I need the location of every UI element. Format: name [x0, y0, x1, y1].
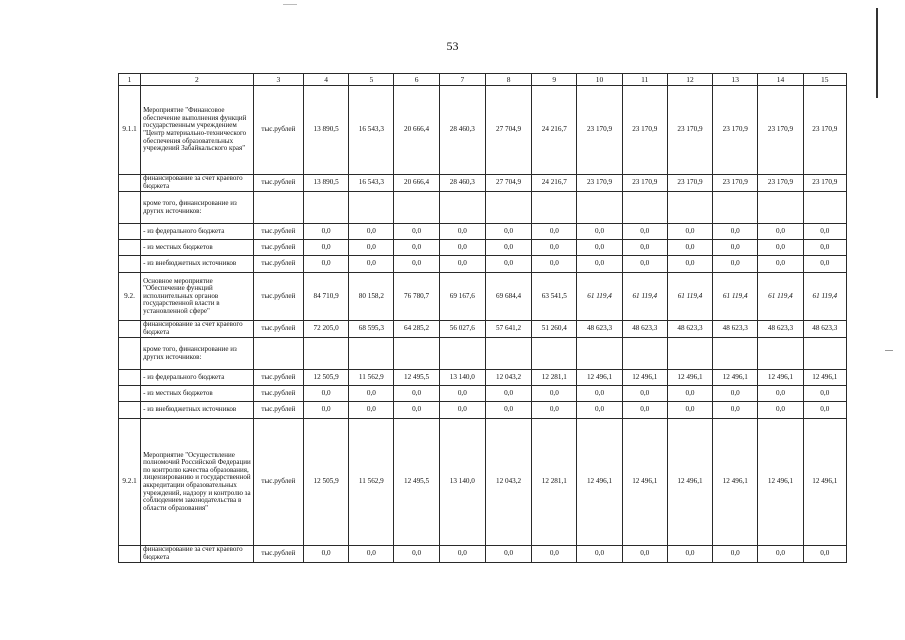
value-cell: 0,0 [532, 402, 577, 419]
value-cell: 48 623,3 [622, 321, 667, 338]
value-cell: 0,0 [667, 546, 712, 563]
table-row [119, 546, 847, 563]
value-cell: 16 543,3 [349, 86, 394, 175]
row-code: 9.1.1 [119, 86, 141, 175]
row-code [119, 192, 141, 224]
value-cell: 0,0 [532, 224, 577, 240]
value-cell [303, 192, 348, 224]
row-code [119, 338, 141, 370]
value-cell [439, 338, 485, 370]
row-description: Мероприятие "Осуществление полномочий Российской Федерации по контролю качества образования, лицензированию и государственной аккредитации образовательных учреждений, надзору и контролю за соблюдением законодательства в области образования" [141, 419, 254, 546]
value-cell: 76 780,7 [394, 273, 439, 321]
value-cell [394, 338, 439, 370]
value-cell: 0,0 [394, 256, 439, 273]
row-code [119, 546, 141, 563]
value-cell [713, 338, 758, 370]
value-cell: 23 170,9 [667, 86, 712, 175]
row-description: - из местных бюджетов [141, 240, 254, 256]
table-row [119, 386, 847, 402]
column-header: 8 [485, 74, 531, 86]
row-unit: тыс.рублей [253, 370, 303, 386]
value-cell: 0,0 [439, 546, 485, 563]
table-row [119, 240, 847, 256]
row-unit: тыс.рублей [253, 321, 303, 338]
row-unit: тыс.рублей [253, 402, 303, 419]
table-row [119, 256, 847, 273]
value-cell: 0,0 [394, 546, 439, 563]
value-cell: 20 666,4 [394, 86, 439, 175]
column-header: 9 [532, 74, 577, 86]
value-cell: 0,0 [577, 224, 622, 240]
row-unit: тыс.рублей [253, 86, 303, 175]
value-cell: 80 158,2 [349, 273, 394, 321]
value-cell: 61 119,4 [803, 273, 846, 321]
value-cell: 0,0 [303, 240, 348, 256]
value-cell: 0,0 [303, 256, 348, 273]
row-description: финансирование за счет краевого бюджета [141, 546, 254, 563]
column-header: 15 [803, 74, 846, 86]
table-row [119, 273, 847, 321]
value-cell: 0,0 [803, 256, 846, 273]
value-cell [532, 338, 577, 370]
value-cell: 23 170,9 [713, 86, 758, 175]
value-cell: 0,0 [622, 256, 667, 273]
value-cell: 0,0 [803, 224, 846, 240]
value-cell: 23 170,9 [577, 175, 622, 192]
value-cell [485, 338, 531, 370]
value-cell: 11 562,9 [349, 419, 394, 546]
table-row [119, 402, 847, 419]
value-cell: 12 496,1 [713, 419, 758, 546]
value-cell: 61 119,4 [713, 273, 758, 321]
row-description: - из федерального бюджета [141, 224, 254, 240]
value-cell: 27 704,9 [485, 175, 531, 192]
row-unit: тыс.рублей [253, 386, 303, 402]
value-cell: 48 623,3 [577, 321, 622, 338]
table-row [119, 321, 847, 338]
row-description: Мероприятие "Финансовое обеспечение выполнения функций государственным учреждением "Центр материально-технического обеспечения образовательных учреждений Забайкальского края" [141, 86, 254, 175]
value-cell [394, 192, 439, 224]
row-description: - из внебюджетных источников [141, 256, 254, 273]
value-cell: 0,0 [803, 386, 846, 402]
row-description: финансирование за счет краевого бюджета [141, 321, 254, 338]
value-cell: 23 170,9 [803, 86, 846, 175]
value-cell: 61 119,4 [577, 273, 622, 321]
value-cell: 0,0 [532, 546, 577, 563]
value-cell: 0,0 [349, 224, 394, 240]
row-code [119, 386, 141, 402]
value-cell: 12 496,1 [577, 370, 622, 386]
value-cell: 64 285,2 [394, 321, 439, 338]
row-code [119, 256, 141, 273]
column-header: 10 [577, 74, 622, 86]
value-cell [758, 192, 803, 224]
value-cell: 16 543,3 [349, 175, 394, 192]
row-unit: тыс.рублей [253, 224, 303, 240]
value-cell: 0,0 [803, 402, 846, 419]
value-cell: 13 890,5 [303, 86, 348, 175]
value-cell: 12 496,1 [758, 419, 803, 546]
row-code [119, 402, 141, 419]
value-cell: 0,0 [349, 386, 394, 402]
value-cell: 68 595,3 [349, 321, 394, 338]
finance-table [118, 73, 847, 563]
value-cell [622, 192, 667, 224]
value-cell: 69 167,6 [439, 273, 485, 321]
value-cell: 0,0 [758, 256, 803, 273]
value-cell: 0,0 [485, 386, 531, 402]
value-cell: 0,0 [622, 240, 667, 256]
value-cell: 13 140,0 [439, 419, 485, 546]
value-cell: 56 027,6 [439, 321, 485, 338]
value-cell: 0,0 [803, 546, 846, 563]
row-code: 9.2.1 [119, 419, 141, 546]
value-cell: 0,0 [349, 546, 394, 563]
value-cell: 48 623,3 [758, 321, 803, 338]
value-cell: 48 623,3 [713, 321, 758, 338]
value-cell: 27 704,9 [485, 86, 531, 175]
value-cell: 0,0 [532, 386, 577, 402]
table-row [119, 224, 847, 240]
value-cell: 48 623,3 [667, 321, 712, 338]
value-cell: 0,0 [439, 240, 485, 256]
value-cell: 13 890,5 [303, 175, 348, 192]
value-cell [577, 192, 622, 224]
value-cell: 0,0 [394, 402, 439, 419]
value-cell [713, 192, 758, 224]
row-unit: тыс.рублей [253, 175, 303, 192]
value-cell: 0,0 [485, 546, 531, 563]
column-header: 12 [667, 74, 712, 86]
value-cell: 69 684,4 [485, 273, 531, 321]
value-cell [803, 192, 846, 224]
value-cell: 0,0 [667, 386, 712, 402]
value-cell: 0,0 [394, 224, 439, 240]
value-cell: 0,0 [485, 240, 531, 256]
value-cell [577, 338, 622, 370]
value-cell: 0,0 [622, 402, 667, 419]
value-cell: 0,0 [439, 256, 485, 273]
row-code [119, 240, 141, 256]
value-cell: 0,0 [622, 224, 667, 240]
column-header: 13 [713, 74, 758, 86]
column-header: 3 [253, 74, 303, 86]
value-cell: 24 216,7 [532, 175, 577, 192]
value-cell: 23 170,9 [622, 86, 667, 175]
value-cell [532, 192, 577, 224]
value-cell: 57 641,2 [485, 321, 531, 338]
column-header: 14 [758, 74, 803, 86]
row-unit [253, 338, 303, 370]
value-cell: 28 460,3 [439, 86, 485, 175]
table-row [119, 86, 847, 175]
value-cell: 0,0 [394, 240, 439, 256]
value-cell [349, 192, 394, 224]
value-cell: 11 562,9 [349, 370, 394, 386]
value-cell: 0,0 [349, 240, 394, 256]
value-cell: 0,0 [303, 546, 348, 563]
value-cell: 0,0 [803, 240, 846, 256]
value-cell: 0,0 [349, 402, 394, 419]
value-cell: 12 281,1 [532, 419, 577, 546]
value-cell: 12 043,2 [485, 370, 531, 386]
value-cell: 0,0 [667, 240, 712, 256]
value-cell: 0,0 [713, 240, 758, 256]
value-cell: 0,0 [303, 402, 348, 419]
value-cell: 0,0 [485, 402, 531, 419]
value-cell: 0,0 [577, 546, 622, 563]
value-cell: 0,0 [713, 546, 758, 563]
value-cell: 28 460,3 [439, 175, 485, 192]
value-cell: 0,0 [667, 402, 712, 419]
value-cell: 0,0 [439, 386, 485, 402]
value-cell: 12 505,9 [303, 370, 348, 386]
value-cell: 0,0 [394, 386, 439, 402]
table-row [119, 175, 847, 192]
value-cell: 23 170,9 [803, 175, 846, 192]
row-code [119, 224, 141, 240]
table-row [119, 338, 847, 370]
row-description: - из внебюджетных источников [141, 402, 254, 419]
row-unit: тыс.рублей [253, 256, 303, 273]
value-cell: 61 119,4 [758, 273, 803, 321]
value-cell [667, 338, 712, 370]
value-cell: 0,0 [758, 546, 803, 563]
value-cell [349, 338, 394, 370]
value-cell: 0,0 [439, 402, 485, 419]
value-cell: 12 496,1 [803, 370, 846, 386]
value-cell: 13 140,0 [439, 370, 485, 386]
column-header: 11 [622, 74, 667, 86]
value-cell: 23 170,9 [758, 86, 803, 175]
row-description: - из местных бюджетов [141, 386, 254, 402]
value-cell: 23 170,9 [622, 175, 667, 192]
row-code [119, 321, 141, 338]
value-cell: 0,0 [439, 224, 485, 240]
row-unit [253, 192, 303, 224]
value-cell: 63 541,5 [532, 273, 577, 321]
value-cell: 12 495,5 [394, 370, 439, 386]
value-cell [758, 338, 803, 370]
value-cell: 23 170,9 [577, 86, 622, 175]
row-description: кроме того, финансирование из других источников: [141, 192, 254, 224]
value-cell: 0,0 [713, 402, 758, 419]
table-row [119, 370, 847, 386]
value-cell: 0,0 [622, 546, 667, 563]
value-cell: 0,0 [713, 386, 758, 402]
value-cell: 12 043,2 [485, 419, 531, 546]
column-header: 2 [141, 74, 254, 86]
value-cell [439, 192, 485, 224]
value-cell: 12 281,1 [532, 370, 577, 386]
table-row [119, 192, 847, 224]
row-description: финансирование за счет краевого бюджета [141, 175, 254, 192]
value-cell [622, 338, 667, 370]
column-header: 4 [303, 74, 348, 86]
value-cell [485, 192, 531, 224]
table-row [119, 419, 847, 546]
value-cell: 84 710,9 [303, 273, 348, 321]
value-cell [803, 338, 846, 370]
value-cell: 0,0 [577, 402, 622, 419]
value-cell: 12 496,1 [713, 370, 758, 386]
value-cell: 0,0 [577, 240, 622, 256]
value-cell: 0,0 [758, 386, 803, 402]
value-cell [667, 192, 712, 224]
scan-mark [283, 4, 297, 5]
column-header: 5 [349, 74, 394, 86]
value-cell: 0,0 [303, 386, 348, 402]
value-cell: 72 205,0 [303, 321, 348, 338]
value-cell: 0,0 [532, 256, 577, 273]
value-cell: 12 496,1 [758, 370, 803, 386]
value-cell: 12 496,1 [622, 370, 667, 386]
value-cell: 12 496,1 [577, 419, 622, 546]
row-description: - из федерального бюджета [141, 370, 254, 386]
value-cell: 0,0 [485, 224, 531, 240]
value-cell: 20 666,4 [394, 175, 439, 192]
value-cell: 12 496,1 [622, 419, 667, 546]
value-cell: 24 216,7 [532, 86, 577, 175]
value-cell: 0,0 [713, 256, 758, 273]
value-cell: 48 623,3 [803, 321, 846, 338]
row-code [119, 175, 141, 192]
value-cell: 0,0 [303, 224, 348, 240]
scan-mark [885, 350, 893, 351]
value-cell: 0,0 [758, 240, 803, 256]
column-header: 6 [394, 74, 439, 86]
value-cell: 12 505,9 [303, 419, 348, 546]
value-cell: 23 170,9 [713, 175, 758, 192]
row-unit: тыс.рублей [253, 419, 303, 546]
header-row [119, 74, 847, 86]
value-cell [303, 338, 348, 370]
value-cell: 0,0 [667, 224, 712, 240]
value-cell: 61 119,4 [667, 273, 712, 321]
value-cell: 0,0 [758, 402, 803, 419]
row-unit: тыс.рублей [253, 240, 303, 256]
value-cell: 61 119,4 [622, 273, 667, 321]
row-description: кроме того, финансирование из других источников: [141, 338, 254, 370]
row-unit: тыс.рублей [253, 273, 303, 321]
value-cell: 12 495,5 [394, 419, 439, 546]
value-cell: 12 496,1 [667, 370, 712, 386]
value-cell: 12 496,1 [803, 419, 846, 546]
value-cell: 0,0 [622, 386, 667, 402]
value-cell: 0,0 [577, 386, 622, 402]
value-cell: 0,0 [713, 224, 758, 240]
column-header: 1 [119, 74, 141, 86]
value-cell: 0,0 [758, 224, 803, 240]
row-code [119, 370, 141, 386]
page-number: 53 [446, 39, 459, 53]
value-cell: 0,0 [577, 256, 622, 273]
row-code: 9.2. [119, 273, 141, 321]
value-cell: 12 496,1 [667, 419, 712, 546]
value-cell: 51 260,4 [532, 321, 577, 338]
value-cell: 23 170,9 [758, 175, 803, 192]
value-cell: 0,0 [349, 256, 394, 273]
row-unit: тыс.рублей [253, 546, 303, 563]
value-cell: 23 170,9 [667, 175, 712, 192]
column-header: 7 [439, 74, 485, 86]
value-cell: 0,0 [485, 256, 531, 273]
value-cell: 0,0 [532, 240, 577, 256]
value-cell: 0,0 [667, 256, 712, 273]
row-description: Основное мероприятие "Обеспечение функций исполнительных органов государственной власти в установленной сфере" [141, 273, 254, 321]
